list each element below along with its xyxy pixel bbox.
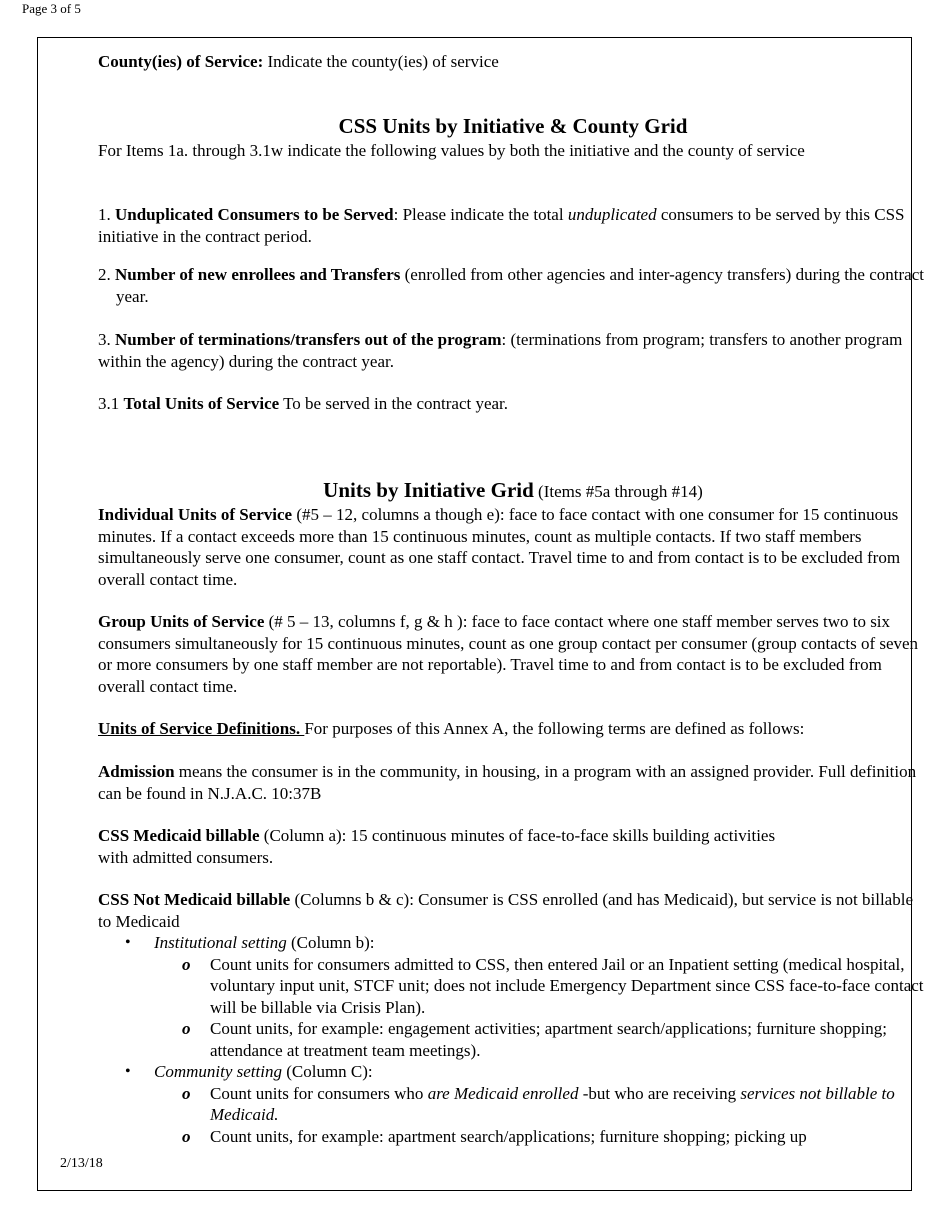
- not-medicaid-definition: [98, 889, 928, 932]
- bullet-icon: •: [125, 1063, 131, 1080]
- medicaid-billable-term: CSS Medicaid billable: [98, 826, 260, 845]
- grid1-intro: For Items 1a. through 3.1w indicate the following values by both the initiative and the county of service: [98, 141, 805, 160]
- item-1-post: consumers to be served by this CSS initiative in the contract period.: [98, 205, 905, 246]
- community-sub-2: Count units, for example: apartment search/applications; furniture shopping; picking up: [210, 1126, 807, 1146]
- institutional-sub-2: Count units, for example: engagement activities; apartment search/applications; furniture shopping; attendance at treatment team meetings).: [210, 1019, 887, 1060]
- definitions-heading: Units of Service Definitions.: [98, 719, 305, 738]
- admission-text: means the consumer is in the community, in housing, in a program with an assigned provider. Full definition can be found in N.J.A.C. 10:37B: [98, 762, 917, 803]
- grid2-heading: [98, 480, 928, 503]
- item-1-ital: unduplicated: [567, 205, 657, 224]
- item-3-post: : (terminations from program; transfers to another program within the agency) during the contract year.: [98, 330, 903, 371]
- item-3-1-num: 3.1: [98, 394, 124, 413]
- county-text: Indicate the county(ies) of service: [263, 52, 499, 71]
- item-3-num: 3.: [98, 330, 115, 349]
- list-item: [98, 1126, 928, 1148]
- list-item: [98, 954, 928, 1019]
- definitions-text: For purposes of this Annex A, the following terms are defined as follows:: [304, 719, 805, 738]
- individual-units: [98, 504, 928, 590]
- not-medicaid-section: [98, 889, 928, 1147]
- grid1-title: CSS Units by Initiative & County Grid: [338, 114, 688, 138]
- group-units: [98, 611, 928, 697]
- page-number: Page 3 of 5: [22, 1, 81, 16]
- institutional-text: (Column b):: [286, 933, 375, 952]
- not-medicaid-text: (Columns b & c): Consumer is CSS enrolled (and has Medicaid), but service is not billable to Medicaid: [98, 890, 913, 931]
- item-3-1-title: Total Units of Service: [123, 394, 280, 413]
- individual-units-text: (#5 – 12, columns a though e): face to face contact with one consumer for 15 continuous minutes. If a contact exceeds more than 15 continuous minutes, count as multiple contacts. If two staff members simultaneously serve one consumer, count as one staff contact. Travel time to and from contact is to be excluded from overall contact time.: [98, 505, 901, 589]
- list-item: [98, 1083, 928, 1126]
- county-of-service: [98, 51, 928, 73]
- circle-bullet-icon: o: [182, 1126, 191, 1146]
- circle-bullet-icon: o: [182, 1083, 191, 1103]
- item-2-title: Number of new enrollees and Transfers: [115, 265, 401, 284]
- setting-list: [98, 932, 928, 1147]
- document-frame: [37, 37, 924, 1191]
- grid2-title: Units by Initiative Grid: [323, 478, 534, 502]
- item-3: [98, 329, 928, 372]
- item-2-post: (enrolled from other agencies and inter-agency transfers) during the contract year.: [116, 265, 924, 306]
- county-label: County(ies) of Service:: [98, 52, 264, 71]
- not-medicaid-term: CSS Not Medicaid billable: [98, 890, 291, 909]
- bullet-icon: •: [125, 934, 131, 951]
- item-1-num: 1.: [98, 205, 115, 224]
- community-sub-1-ital: are Medicaid enrolled: [427, 1083, 579, 1103]
- circle-bullet-icon: o: [182, 1019, 191, 1038]
- item-1-title: Unduplicated Consumers to be Served: [115, 205, 394, 224]
- item-3-title: Number of terminations/transfers out of the program: [115, 330, 502, 349]
- item-3-1-post: To be served in the contract year.: [279, 394, 509, 413]
- community-sub-1-ital-2: services not billable to Medicaid.: [210, 1083, 895, 1124]
- medicaid-billable-text-2: with admitted consumers.: [98, 847, 274, 867]
- item-2-num: 2.: [98, 265, 115, 284]
- item-1-pre: : Please indicate the total: [393, 205, 568, 224]
- item-1: [98, 204, 928, 247]
- admission-definition: [98, 761, 928, 804]
- item-3-1: [98, 393, 928, 415]
- group-units-title: Group Units of Service: [98, 612, 265, 631]
- item-2: [98, 264, 946, 307]
- community-sub-1-pre: Count units for consumers who: [210, 1083, 428, 1103]
- individual-units-title: Individual Units of Service: [98, 505, 293, 524]
- institutional-sub-1: Count units for consumers admitted to CSS, then entered Jail or an Inpatient setting (medical hospital, voluntary input unit, STCF unit; does not include Emergency Department since CSS face-to-face contact will be billable via Crisis Plan).: [210, 954, 924, 1017]
- community-sub-1-mid: -but who are receiving: [578, 1083, 741, 1103]
- definitions-intro: [98, 718, 928, 740]
- community-label: Community setting: [154, 1062, 282, 1081]
- medicaid-billable-text: (Column a): 15 continuous minutes of face-to-face skills building activities: [259, 826, 776, 845]
- medicaid-billable-definition: [98, 825, 928, 868]
- community-text: (Column C):: [281, 1062, 373, 1081]
- admission-term: Admission: [98, 762, 175, 781]
- circle-bullet-icon: o: [182, 954, 191, 974]
- list-item: [98, 932, 928, 954]
- footer-date: 2/13/18: [60, 1156, 103, 1171]
- list-item: [98, 1018, 928, 1061]
- group-units-text: (# 5 – 13, columns f, g & h ): face to face contact where one staff member serves two to six consumers simultaneously for 15 continuous minutes, count as one group contact per consumer (group contacts of seven or more consumers by one staff member are not reportable). Travel time to and from contact is to be excluded from overall contact time.: [98, 612, 919, 696]
- list-item: [98, 1061, 928, 1083]
- grid2-subtitle: (Items #5a through #14): [533, 482, 703, 501]
- institutional-label: Institutional setting: [154, 933, 287, 952]
